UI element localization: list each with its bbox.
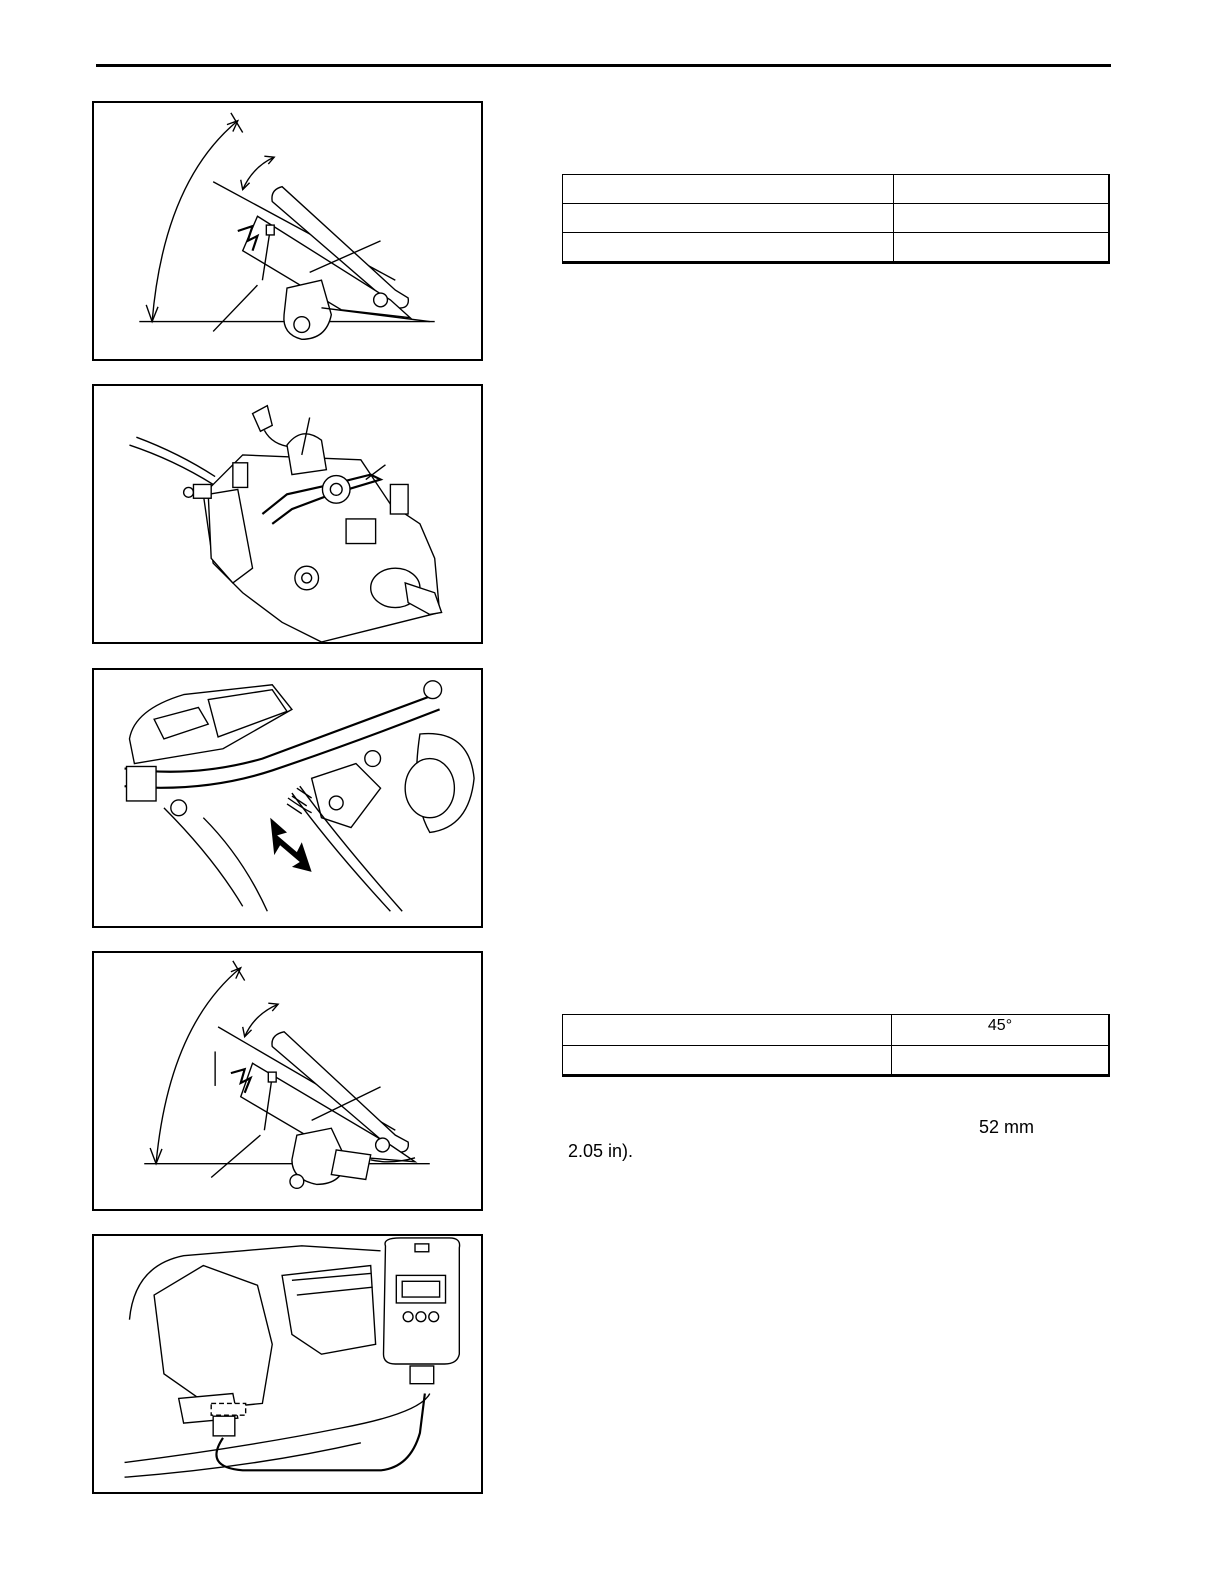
table-cell xyxy=(894,233,1109,263)
pedal-angle-diagram-icon xyxy=(94,103,481,359)
table-cell xyxy=(563,1015,892,1046)
table-cell xyxy=(563,175,894,204)
figure-injection-pump xyxy=(92,384,483,644)
spec-table-1 xyxy=(562,174,1110,264)
table-cell xyxy=(563,204,894,233)
injection-pump-diagram-icon xyxy=(94,386,481,642)
measurement-text: 52 mm xyxy=(979,1117,1035,1137)
figure-scan-tool xyxy=(92,1234,483,1494)
table-cell xyxy=(892,1046,1109,1076)
figure-pedal-sensor xyxy=(92,951,483,1211)
figure-cable-adjustment xyxy=(92,668,483,928)
scan-tool-connection-diagram-icon xyxy=(94,1236,481,1492)
pedal-angle-sensor-diagram-icon xyxy=(94,953,481,1209)
table-cell xyxy=(894,175,1109,204)
table-cell xyxy=(563,1046,892,1076)
spec-table-2 xyxy=(562,1014,1110,1077)
figure-pedal-angle xyxy=(92,101,483,361)
table-row xyxy=(563,1015,1110,1046)
table-row xyxy=(563,175,1110,204)
throttle-cable-adjust-diagram-icon xyxy=(94,670,481,926)
table-row xyxy=(563,1046,1110,1076)
angle-value-cell: 45° xyxy=(892,1015,1109,1046)
table-row xyxy=(563,233,1110,263)
table-cell xyxy=(563,233,894,263)
measurement-text-continued: 2.05 in). xyxy=(568,1141,634,1161)
table-row xyxy=(563,204,1110,233)
table-cell xyxy=(894,204,1109,233)
header-rule xyxy=(96,64,1111,67)
